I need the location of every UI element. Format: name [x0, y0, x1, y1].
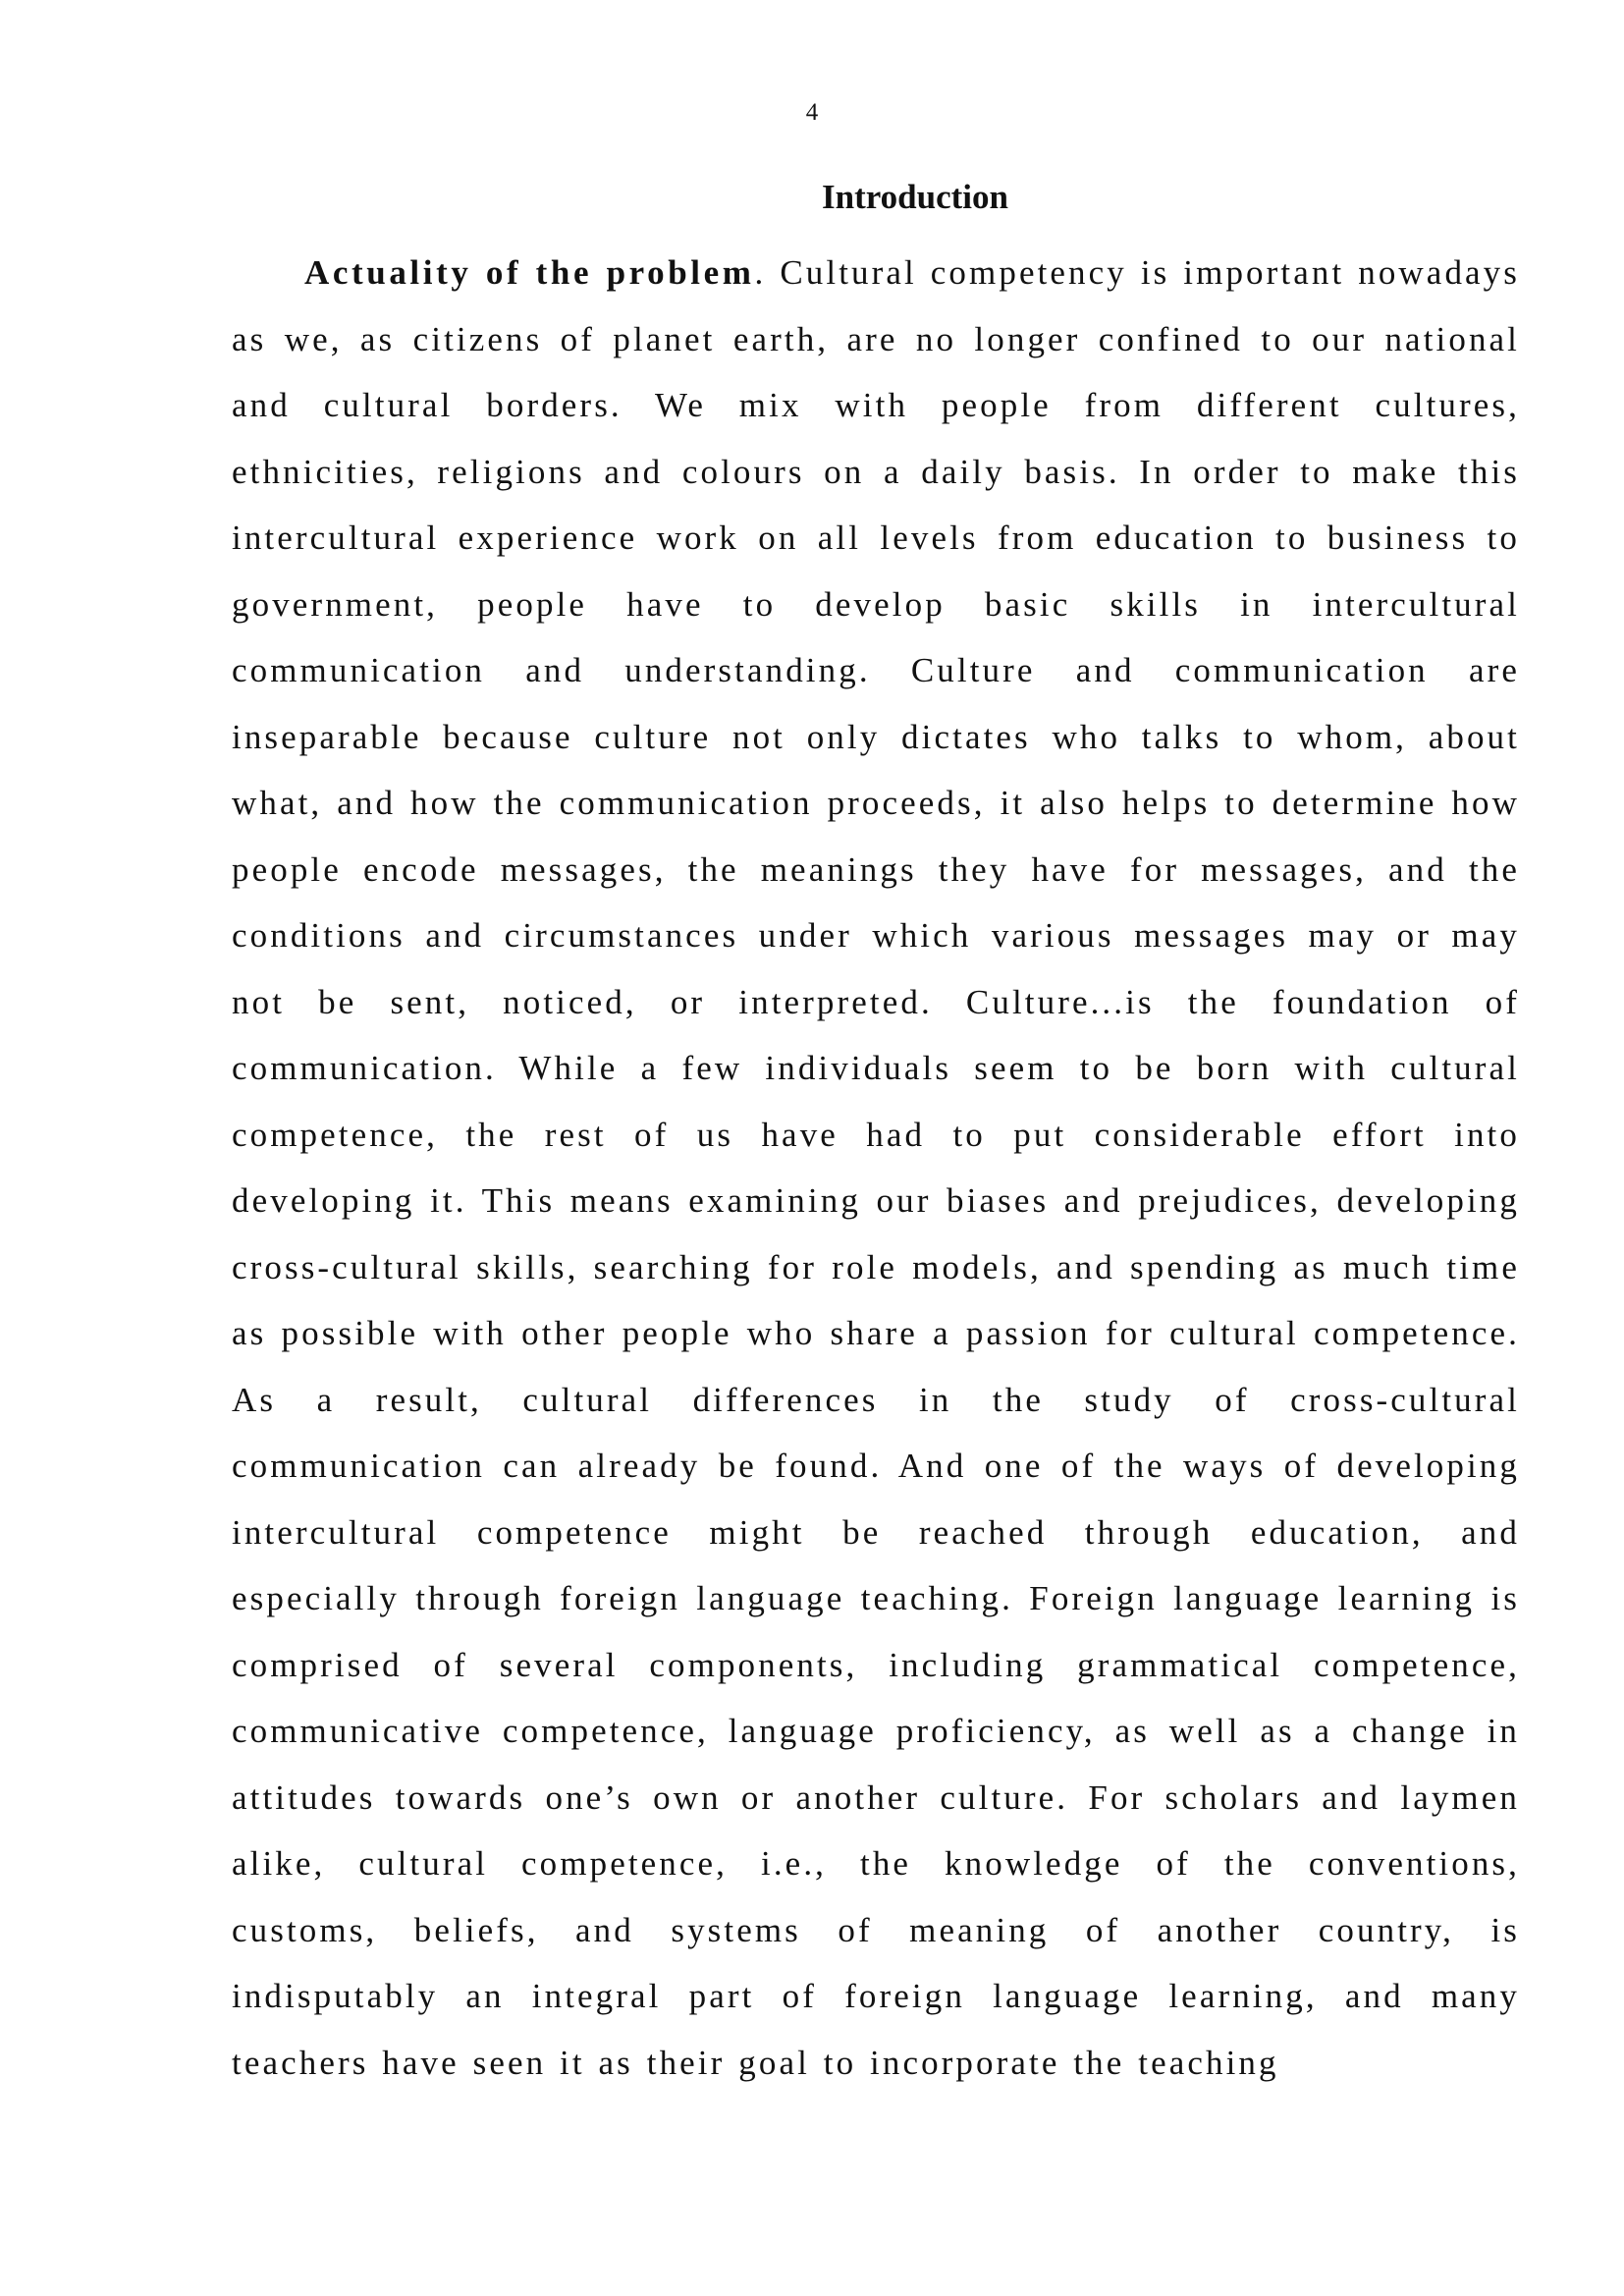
section-title: Introduction — [822, 178, 1008, 216]
page-number: 4 — [805, 99, 819, 126]
paragraph-text: Cultural competency is important nowadays as we, as citizens of planet earth, are no longer confined to our national and cultural borders. We mix with people from different cultures, ethnicities, religions and colours on a daily basis. In order to make this intercultural experience work on all levels from education to business to government, people have to develop basic skills in intercultural communication and understanding. Culture and communication are inseparable because culture not only dictates who talks to whom, about what, and how the communication proceeds, it also helps to determine how people encode messages, the meanings they have for messages, and the conditions and circumstances under which various messages may or may not be sent, noticed, or interpreted. Culture...is the foundation of communication. While a few individuals seem to be born with cultural competence, the rest of us have had to put considerable effort into developing it. This means examining our biases and prejudices, developing cross-cultural skills, searching for role models, and spending as much time as possible with other people who share a passion for cultural competence. As a result, cultural differences in the study of cross-cultural communication can already be found. And one of the ways of developing intercultural competence might be reached through education, and especially through foreign language teaching. Foreign language learning is comprised of several components, including grammatical competence, communicative competence, language proficiency, as well as a change in attitudes towards one’s own or another culture. For scholars and laymen alike, cultural competence, i.e., the knowledge of the conventions, customs, beliefs, and systems of meaning of another country, is indisputably an integral part of foreign language learning, and many teachers have seen it as their goal to incorporate the teaching — [232, 253, 1520, 2082]
paragraph-lead-heading: Actuality of the problem — [304, 253, 755, 292]
lead-punctuation: . — [754, 253, 767, 292]
body-paragraph — [232, 240, 1520, 2096]
